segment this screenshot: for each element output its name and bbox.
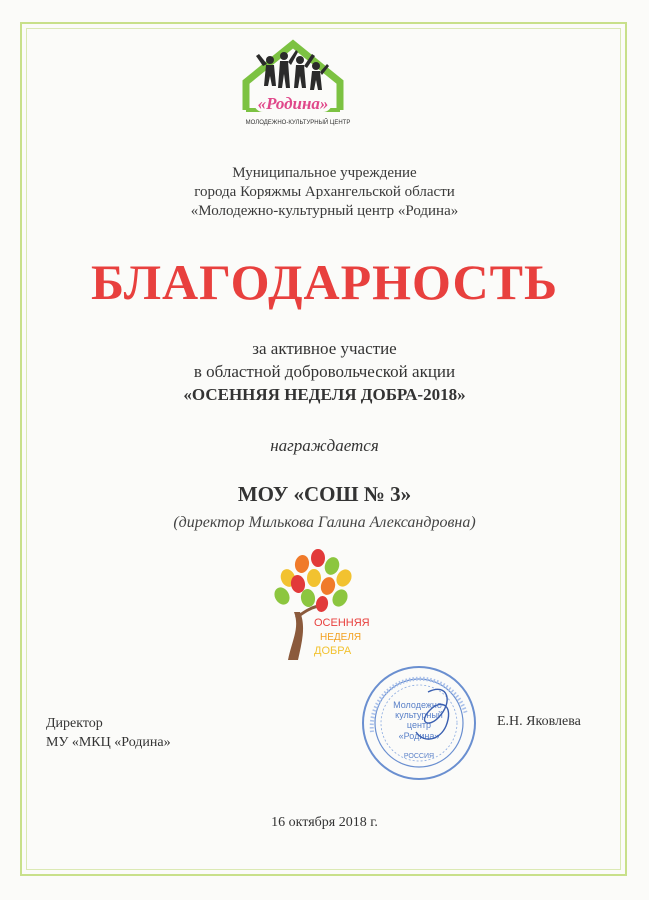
- signatory-position-line-2: МУ «МКЦ «Родина»: [46, 735, 171, 750]
- org-line-3: «Молодежно-культурный центр «Родина»: [190, 203, 459, 219]
- signatory-position: [46, 714, 171, 752]
- event-name: «ОСЕННЯЯ НЕДЕЛЯ ДОБРА-2018»: [183, 385, 466, 404]
- event-logo-word-3: ДОБРА: [314, 645, 352, 657]
- event-logo-word-2: НЕДЕЛЯ: [320, 632, 362, 643]
- reason-line-2: в областной добровольческой акции: [193, 362, 456, 381]
- stamp-line-3: центр: [406, 720, 432, 730]
- event-logo-word-1: ОСЕННЯЯ: [314, 617, 370, 629]
- logo-subtitle: МОЛОДЕЖНО-КУЛЬТУРНЫЙ ЦЕНТР: [245, 120, 351, 126]
- signatory-name: Е.Н. Яковлева: [497, 714, 581, 729]
- org-line-2: города Коряжмы Архангельской области: [194, 184, 455, 200]
- stamp-country: РОССИЯ: [403, 753, 435, 760]
- stamp-line-1: Молодежно-: [393, 700, 445, 710]
- recipient-name: МОУ «СОШ № 3»: [237, 482, 412, 506]
- rodina-logo: [232, 38, 354, 146]
- recipient-director: (директор Милькова Галина Александровна): [173, 514, 476, 531]
- awarded-label: награждается: [270, 436, 379, 455]
- issue-date: 16 октября 2018 г.: [271, 815, 378, 830]
- org-line-1: Муниципальное учреждение: [232, 165, 417, 181]
- stamp-line-4: «Родина»: [398, 731, 440, 741]
- certificate-title: БЛАГОДАРНОСТЬ: [90, 254, 559, 310]
- signatory-position-line-1: Директор: [46, 716, 103, 731]
- autumn-week-logo: [270, 548, 390, 664]
- stamp-line-2: культурный: [395, 710, 443, 720]
- official-stamp: [358, 662, 480, 784]
- logo-name: «Родина»: [257, 94, 329, 113]
- reason-line-1: за активное участие: [252, 339, 397, 358]
